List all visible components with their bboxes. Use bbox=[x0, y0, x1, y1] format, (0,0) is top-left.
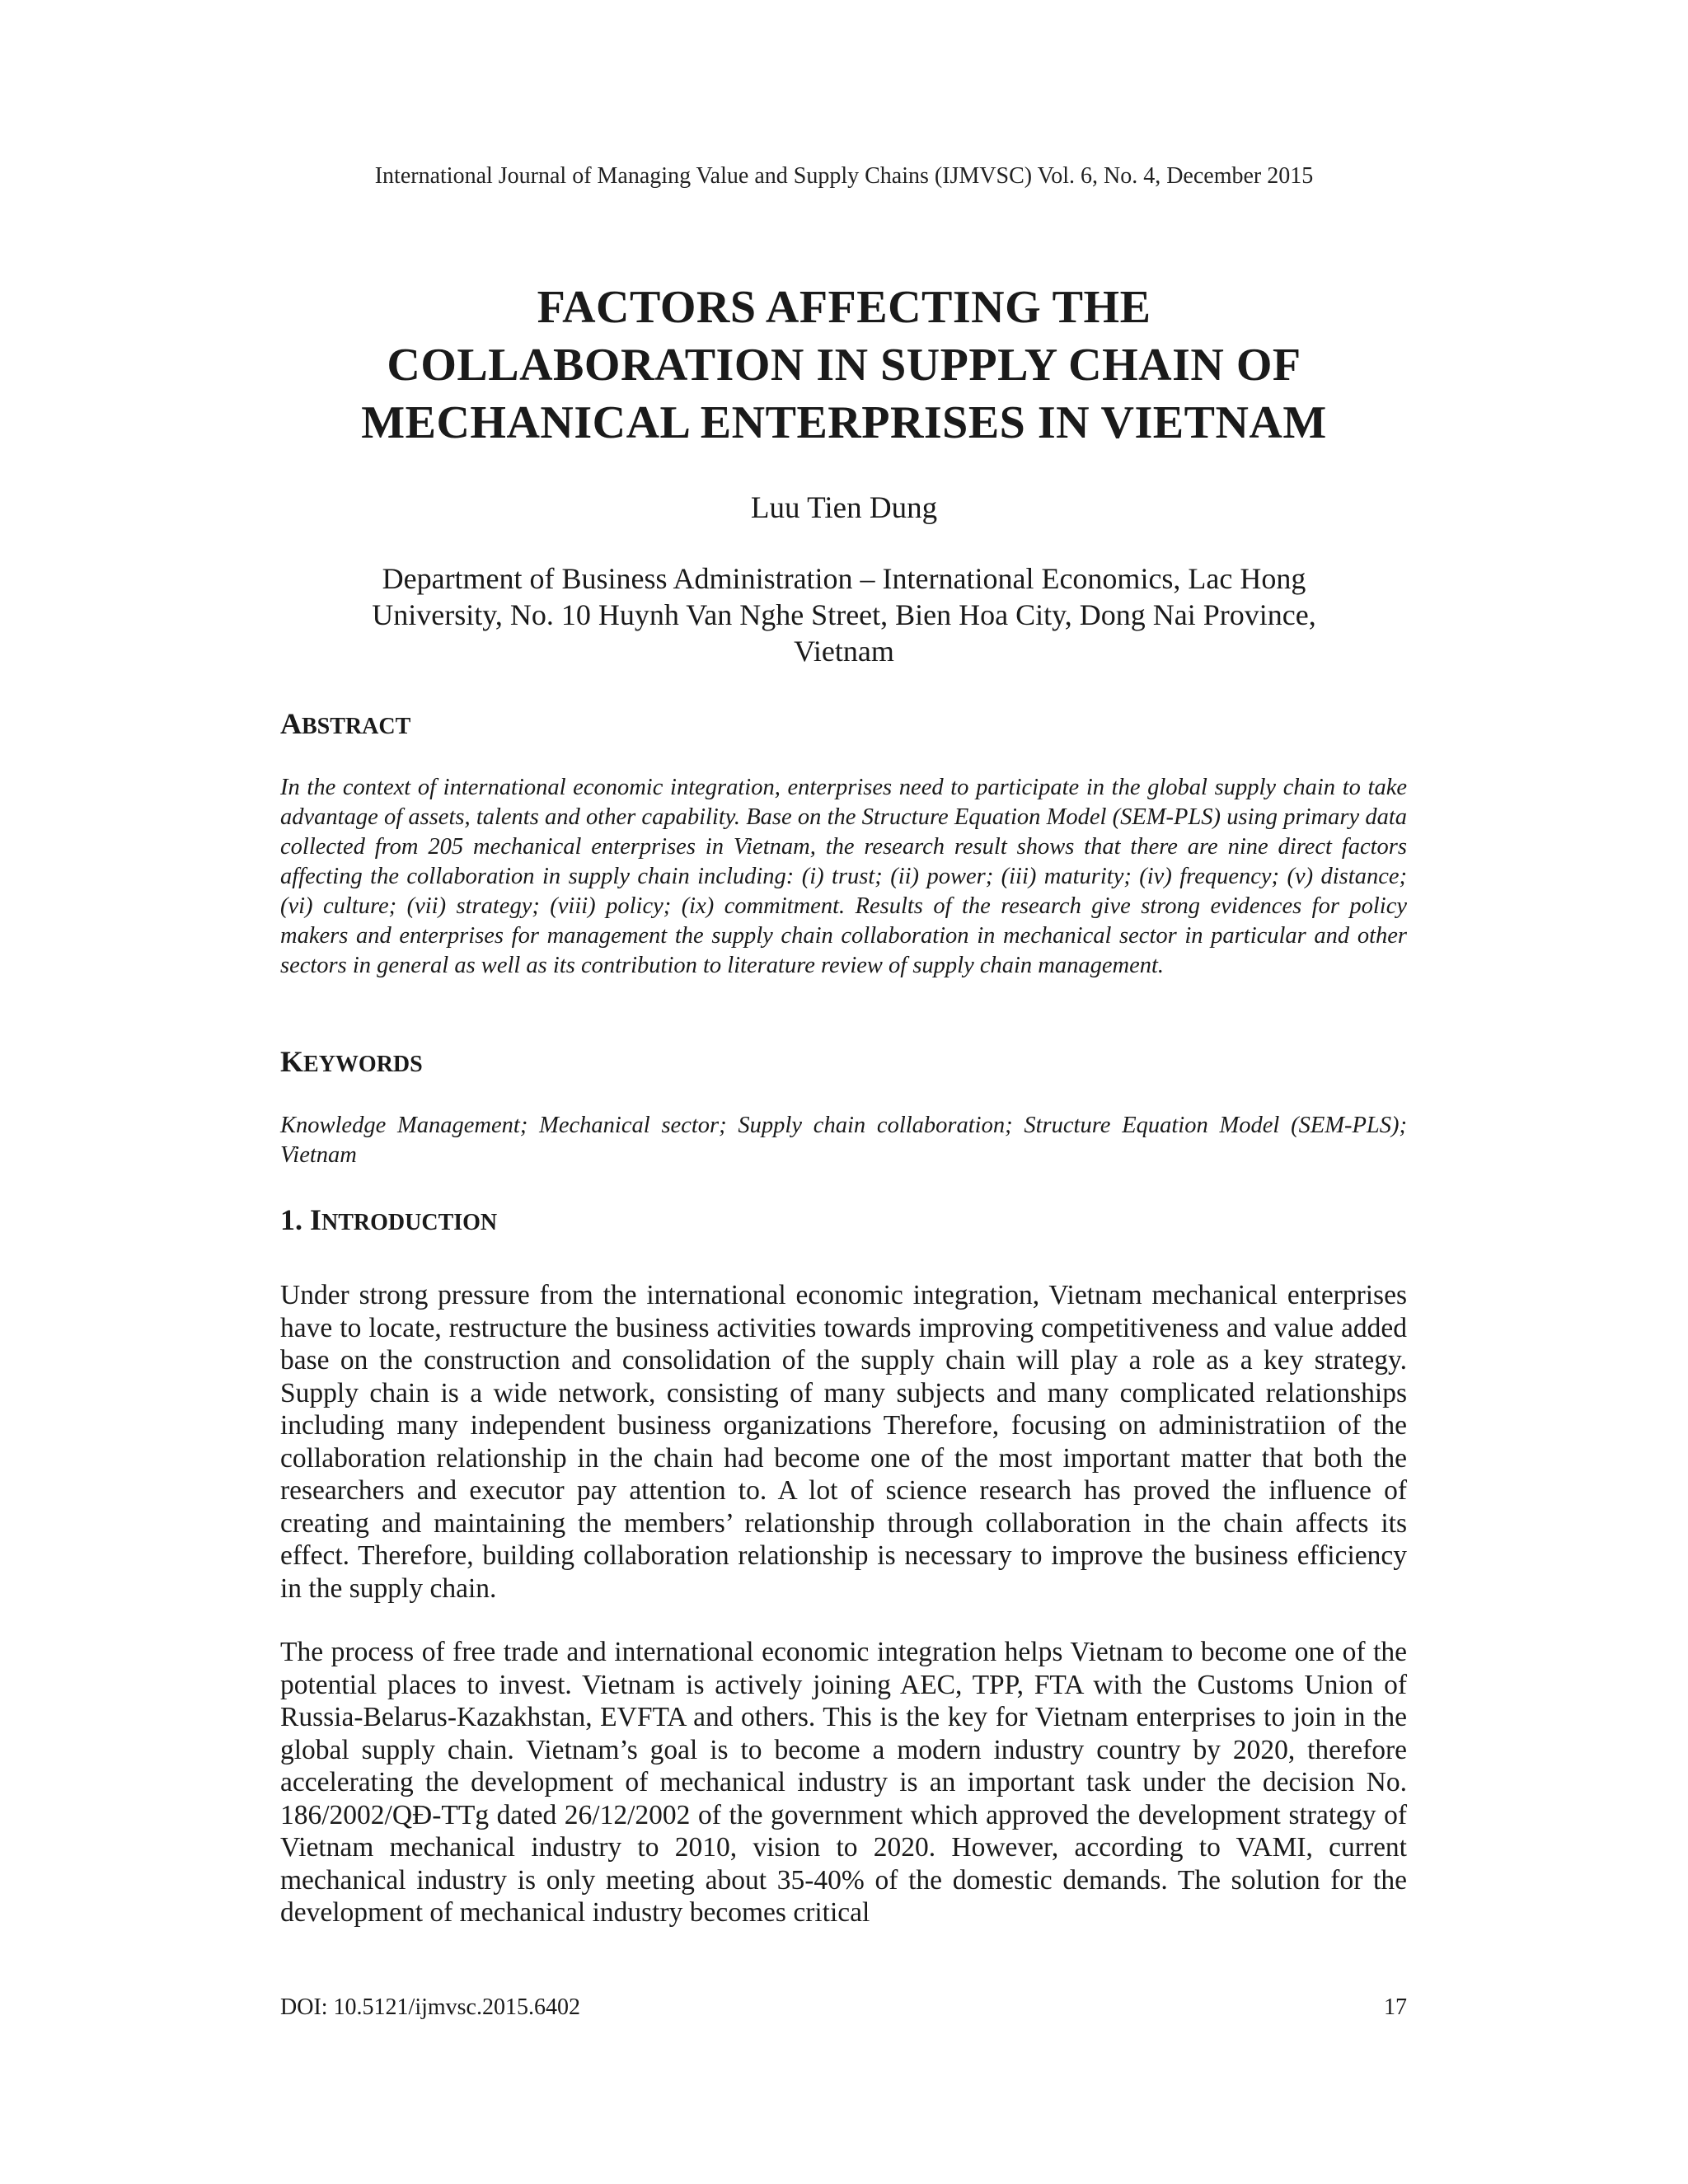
doi-text: DOI: 10.5121/ijmvsc.2015.6402 bbox=[280, 1994, 580, 2020]
abstract-heading bbox=[280, 705, 1407, 745]
affiliation-line: Vietnam bbox=[794, 635, 894, 668]
introduction-heading-number: 1. I bbox=[280, 1203, 322, 1236]
page-number: 17 bbox=[1384, 1994, 1407, 2020]
keywords-heading-initial: K bbox=[280, 1045, 304, 1078]
abstract-heading-rest: BSTRACT bbox=[302, 714, 411, 739]
title-line: MECHANICAL ENTERPRISES IN VIETNAM bbox=[361, 397, 1327, 448]
page-footer bbox=[280, 1993, 1407, 2022]
author-name: Luu Tien Dung bbox=[750, 491, 938, 525]
title-line: COLLABORATION IN SUPPLY CHAIN OF bbox=[387, 340, 1301, 391]
introduction-paragraph: The process of free trade and international economic integration helps Vietnam to become one of the potential places to invest. Vietnam is actively joining AEC, TPP, FTA with the Customs Union of Russia-Belarus-Kazakhstan, EVFTA and others. This is the key for Vietnam enterprises to join in the global supply chain. Vietnam’s goal is to become a modern industry country by 2020, therefore accelerating the development of mechanical industry is an important task under the decision No. 186/2002/QĐ-TTg dated 26/12/2002 of the government which approved the development strategy of Vietnam mechanical industry to 2010, vision to 2020. However, according to VAMI, current mechanical industry is only meeting about 35-40% of the domestic demands. The solution for the development of mechanical industry becomes critical bbox=[280, 1637, 1407, 1928]
keywords-text: Knowledge Management; Mechanical sector; Supply chain collaboration; Structure Equation Model (SEM-PLS); Vietnam bbox=[280, 1113, 1407, 1168]
author-affiliation bbox=[280, 560, 1408, 669]
running-header: International Journal of Managing Value and Supply Chains (IJMVSC) Vol. 6, No. 4, December 2015 bbox=[374, 163, 1314, 189]
introduction-paragraph: Under strong pressure from the international economic integration, Vietnam mechanical enterprises have to locate, restructure the business activities towards improving competitiveness and value added base on the construction and consolidation of the supply chain will play a role as a key strategy. Supply chain is a wide network, consisting of many subjects and many complicated relationships including many independent business organizations Therefore, focusing on administratiion of the collaboration relationship in the chain had become one of the most important matter that both the researchers and executor pay attention to. A lot of science research has proved the influence of creating and maintaining the members’ relationship through collaboration in the chain affects its effect. Therefore, building collaboration relationship is necessary to improve the business efficiency in the supply chain. bbox=[280, 1280, 1407, 1604]
introduction-heading-rest: NTRODUCTION bbox=[321, 1210, 498, 1235]
keywords-heading-rest: EYWORDS bbox=[303, 1052, 423, 1077]
affiliation-line: University, No. 10 Huynh Van Nghe Street, Bien Hoa City, Dong Nai Province, bbox=[372, 598, 1316, 631]
affiliation-line: Department of Business Administration – International Economics, Lac Hong bbox=[382, 562, 1306, 595]
abstract-heading-initial: A bbox=[280, 707, 302, 740]
abstract-text: In the context of international economic integration, enterprises need to participate in the global supply chain to take advantage of assets, talents and other capability. Base on the Structure Equation Model (SEM-PLS) using primary data collected from 205 mechanical enterprises in Vietnam, the research result shows that there are nine direct factors affecting the collaboration in supply chain including: (i) trust; (ii) power; (iii) maturity; (iv) frequency; (v) distance; (vi) culture; (vii) strategy; (viii) policy; (ix) commitment. Results of the research give strong evidences for policy makers and enterprises for management the supply chain collaboration in mechanical sector in particular and other sectors in general as well as its contribution to literature review of supply chain management. bbox=[280, 775, 1407, 978]
keywords-heading bbox=[280, 1043, 1407, 1083]
paper-title bbox=[247, 279, 1441, 452]
introduction-heading bbox=[280, 1202, 1407, 1241]
title-line: FACTORS AFFECTING THE bbox=[537, 282, 1151, 333]
